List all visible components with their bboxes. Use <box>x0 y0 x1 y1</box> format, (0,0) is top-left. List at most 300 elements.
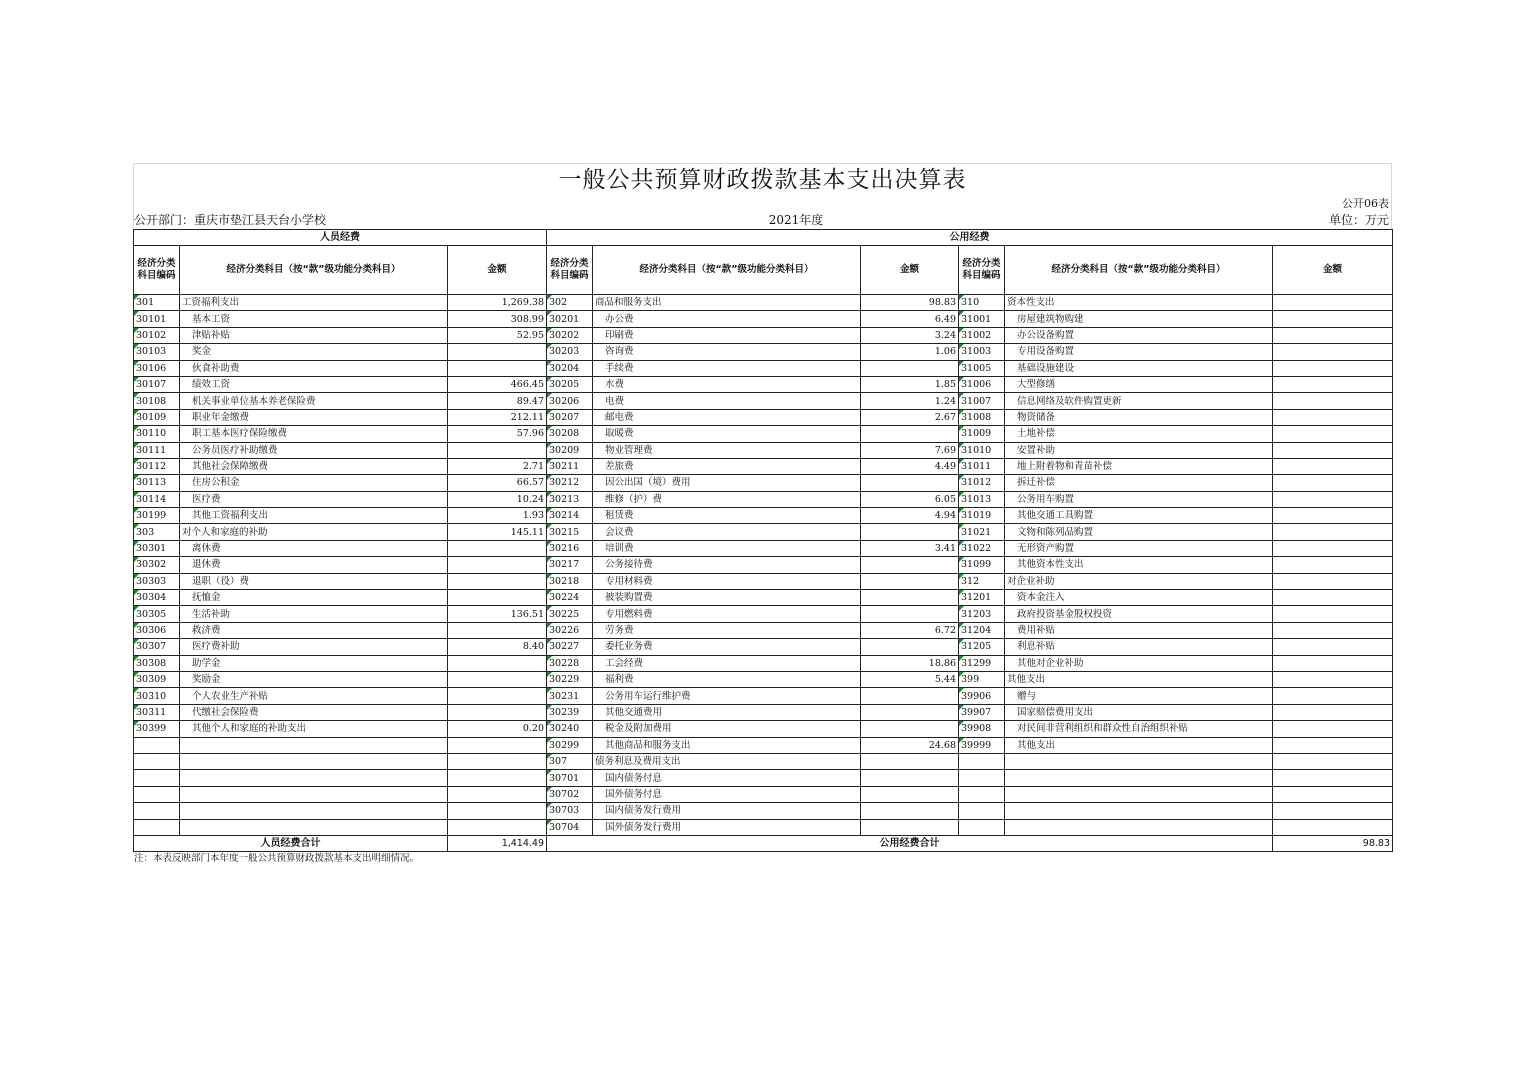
group-header-row <box>134 230 1393 246</box>
item-name: 手续费 <box>593 360 861 376</box>
item-name: 生活补助 <box>180 606 448 622</box>
item-amount: 3.24 <box>861 327 959 343</box>
item-code: 31007 <box>959 393 1005 409</box>
item-amount: 136.51 <box>448 606 547 622</box>
item-name: 地上附着物和青苗补偿 <box>1005 458 1273 474</box>
item-code: 30311 <box>134 704 180 720</box>
item-code: 30205 <box>547 376 593 392</box>
item-amount: 5.44 <box>861 671 959 687</box>
item-code <box>134 819 180 835</box>
public-total-value: 98.83 <box>1273 835 1393 851</box>
item-code: 31003 <box>959 344 1005 360</box>
item-amount: 145.11 <box>448 524 547 540</box>
item-code: 31001 <box>959 311 1005 327</box>
item-code: 30702 <box>547 786 593 802</box>
item-code: 30227 <box>547 639 593 655</box>
personnel-total-label: 人员经费合计 <box>134 835 448 851</box>
table-row <box>134 426 1393 442</box>
table-row <box>134 458 1393 474</box>
item-name: 基本工资 <box>180 311 448 327</box>
item-code: 30216 <box>547 540 593 556</box>
item-amount: 6.72 <box>861 622 959 638</box>
item-code: 30201 <box>547 311 593 327</box>
item-name: 抚恤金 <box>180 590 448 606</box>
table-row <box>134 606 1393 622</box>
item-name <box>1005 803 1273 819</box>
table-row <box>134 393 1393 409</box>
item-code: 39999 <box>959 737 1005 753</box>
item-amount <box>1273 606 1393 622</box>
item-amount <box>448 688 547 704</box>
header-name: 经济分类科目（按“款”级功能分类科目） <box>593 246 861 295</box>
item-name: 福利费 <box>593 671 861 687</box>
item-name: 资本金注入 <box>1005 590 1273 606</box>
item-code <box>134 786 180 802</box>
item-code: 30204 <box>547 360 593 376</box>
item-name: 赠与 <box>1005 688 1273 704</box>
header-amount: 金额 <box>1273 246 1393 295</box>
item-amount <box>1273 786 1393 802</box>
item-amount: 24.68 <box>861 737 959 753</box>
item-name: 利息补贴 <box>1005 639 1273 655</box>
item-code: 30101 <box>134 311 180 327</box>
item-code: 31204 <box>959 622 1005 638</box>
table-row <box>134 475 1393 491</box>
item-name: 印刷费 <box>593 327 861 343</box>
item-name: 税金及附加费用 <box>593 721 861 737</box>
item-name: 资本性支出 <box>1005 295 1273 311</box>
item-name: 租赁费 <box>593 508 861 524</box>
item-code: 30310 <box>134 688 180 704</box>
item-code: 30399 <box>134 721 180 737</box>
item-amount <box>1273 409 1393 425</box>
item-amount <box>448 786 547 802</box>
item-amount <box>1273 639 1393 655</box>
item-code: 30112 <box>134 458 180 474</box>
item-name <box>1005 753 1273 769</box>
item-name: 公务用车运行维护费 <box>593 688 861 704</box>
item-amount: 6.49 <box>861 311 959 327</box>
item-code: 30108 <box>134 393 180 409</box>
item-amount <box>861 704 959 720</box>
table-row <box>134 409 1393 425</box>
item-amount <box>861 688 959 704</box>
item-name: 公务接待费 <box>593 557 861 573</box>
item-amount: 10.24 <box>448 491 547 507</box>
item-amount <box>861 557 959 573</box>
item-code <box>959 770 1005 786</box>
item-amount <box>448 442 547 458</box>
item-code: 30303 <box>134 573 180 589</box>
table-row <box>134 557 1393 573</box>
item-code: 30302 <box>134 557 180 573</box>
table-row <box>134 590 1393 606</box>
item-name: 工会经费 <box>593 655 861 671</box>
item-code: 30109 <box>134 409 180 425</box>
item-code: 30306 <box>134 622 180 638</box>
item-name: 会议费 <box>593 524 861 540</box>
table-row <box>134 360 1393 376</box>
totals-row <box>134 835 1393 851</box>
item-amount <box>1273 360 1393 376</box>
item-name: 信息网络及软件购置更新 <box>1005 393 1273 409</box>
item-name: 无形资产购置 <box>1005 540 1273 556</box>
item-name: 劳务费 <box>593 622 861 638</box>
item-name: 职业年金缴费 <box>180 409 448 425</box>
item-name: 办公费 <box>593 311 861 327</box>
item-amount: 6.05 <box>861 491 959 507</box>
item-name <box>1005 786 1273 802</box>
item-amount: 1.06 <box>861 344 959 360</box>
table-row <box>134 327 1393 343</box>
table-row <box>134 376 1393 392</box>
budget-sheet <box>133 163 1392 866</box>
item-name: 土地补偿 <box>1005 426 1273 442</box>
year-label: 2021年度 <box>768 213 824 227</box>
item-name <box>180 753 448 769</box>
item-amount <box>861 770 959 786</box>
item-amount <box>861 426 959 442</box>
item-amount: 1.93 <box>448 508 547 524</box>
table-row <box>134 753 1393 769</box>
item-name: 债务利息及费用支出 <box>593 753 861 769</box>
item-name: 救济费 <box>180 622 448 638</box>
item-amount <box>1273 770 1393 786</box>
item-amount: 212.11 <box>448 409 547 425</box>
item-name: 被装购置费 <box>593 590 861 606</box>
item-code: 39906 <box>959 688 1005 704</box>
form-number: 公开06表 <box>1342 197 1389 210</box>
item-code: 30107 <box>134 376 180 392</box>
item-amount: 89.47 <box>448 393 547 409</box>
item-code: 31099 <box>959 557 1005 573</box>
item-amount: 1.85 <box>861 376 959 392</box>
item-amount: 1,269.38 <box>448 295 547 311</box>
item-name: 电费 <box>593 393 861 409</box>
item-code <box>959 753 1005 769</box>
item-code: 30102 <box>134 327 180 343</box>
item-amount <box>861 360 959 376</box>
expenditure-table <box>133 229 1393 852</box>
item-code: 31011 <box>959 458 1005 474</box>
item-name: 专用燃料费 <box>593 606 861 622</box>
item-name <box>180 819 448 835</box>
item-amount <box>861 606 959 622</box>
item-amount <box>448 573 547 589</box>
item-amount <box>1273 721 1393 737</box>
item-amount: 4.94 <box>861 508 959 524</box>
item-amount <box>861 639 959 655</box>
item-code: 30704 <box>547 819 593 835</box>
item-code <box>134 737 180 753</box>
item-code: 30206 <box>547 393 593 409</box>
item-amount <box>1273 376 1393 392</box>
item-name: 退职（役）费 <box>180 573 448 589</box>
table-row <box>134 688 1393 704</box>
item-code: 30224 <box>547 590 593 606</box>
table-row <box>134 819 1393 835</box>
item-name: 商品和服务支出 <box>593 295 861 311</box>
item-code: 399 <box>959 671 1005 687</box>
item-code: 30226 <box>547 622 593 638</box>
item-name: 培训费 <box>593 540 861 556</box>
item-name: 津贴补贴 <box>180 327 448 343</box>
item-name: 其他对企业补助 <box>1005 655 1273 671</box>
item-name: 邮电费 <box>593 409 861 425</box>
item-code: 30110 <box>134 426 180 442</box>
item-code: 30703 <box>547 803 593 819</box>
item-name: 个人农业生产补贴 <box>180 688 448 704</box>
table-row <box>134 704 1393 720</box>
item-name: 机关事业单位基本养老保险费 <box>180 393 448 409</box>
item-amount <box>1273 590 1393 606</box>
item-code: 31019 <box>959 508 1005 524</box>
item-name <box>1005 770 1273 786</box>
header-name: 经济分类科目（按“款”级功能分类科目） <box>1005 246 1273 295</box>
item-amount <box>448 540 547 556</box>
item-code <box>959 803 1005 819</box>
item-code: 30301 <box>134 540 180 556</box>
item-amount <box>1273 737 1393 753</box>
item-code: 312 <box>959 573 1005 589</box>
item-name: 其他社会保障缴费 <box>180 458 448 474</box>
item-code: 31009 <box>959 426 1005 442</box>
item-amount <box>1273 540 1393 556</box>
item-amount <box>861 786 959 802</box>
item-amount <box>1273 327 1393 343</box>
unit-label: 单位：万元 <box>1329 213 1390 227</box>
item-name: 奖金 <box>180 344 448 360</box>
item-name: 办公设备购置 <box>1005 327 1273 343</box>
table-row <box>134 344 1393 360</box>
item-amount: 98.83 <box>861 295 959 311</box>
item-name: 伙食补助费 <box>180 360 448 376</box>
item-amount <box>1273 557 1393 573</box>
item-code: 31022 <box>959 540 1005 556</box>
table-row <box>134 540 1393 556</box>
item-code: 30304 <box>134 590 180 606</box>
group-public: 公用经费 <box>547 230 1393 246</box>
item-code: 31021 <box>959 524 1005 540</box>
item-amount <box>448 770 547 786</box>
item-name: 水费 <box>593 376 861 392</box>
item-amount: 0.20 <box>448 721 547 737</box>
item-name: 专用材料费 <box>593 573 861 589</box>
item-code: 30212 <box>547 475 593 491</box>
item-code: 30217 <box>547 557 593 573</box>
item-name: 国内债务发行费用 <box>593 803 861 819</box>
item-name: 其他工资福利支出 <box>180 508 448 524</box>
item-name: 工资福利支出 <box>180 295 448 311</box>
item-code: 30214 <box>547 508 593 524</box>
item-code: 30218 <box>547 573 593 589</box>
item-amount: 2.67 <box>861 409 959 425</box>
item-name: 国家赔偿费用支出 <box>1005 704 1273 720</box>
header-code: 经济分类科目编码 <box>959 246 1005 295</box>
item-name: 住房公积金 <box>180 475 448 491</box>
item-amount: 57.96 <box>448 426 547 442</box>
table-row <box>134 491 1393 507</box>
item-code: 301 <box>134 295 180 311</box>
item-name: 房屋建筑物购建 <box>1005 311 1273 327</box>
item-code: 30229 <box>547 671 593 687</box>
item-amount <box>1273 508 1393 524</box>
department-label: 公开部门：重庆市垫江县天台小学校 <box>134 213 327 227</box>
item-code: 30199 <box>134 508 180 524</box>
item-code: 31201 <box>959 590 1005 606</box>
item-amount <box>448 360 547 376</box>
item-name <box>180 737 448 753</box>
table-row <box>134 295 1393 311</box>
item-amount <box>448 803 547 819</box>
item-code: 30203 <box>547 344 593 360</box>
item-amount <box>1273 475 1393 491</box>
item-amount <box>448 671 547 687</box>
item-code: 30701 <box>547 770 593 786</box>
item-name: 国内债务付息 <box>593 770 861 786</box>
item-name: 对企业补助 <box>1005 573 1273 589</box>
form-number-row <box>133 196 1392 212</box>
item-name: 其他资本性支出 <box>1005 557 1273 573</box>
item-amount: 52.95 <box>448 327 547 343</box>
item-amount <box>448 622 547 638</box>
item-name <box>180 786 448 802</box>
public-total-label: 公用经费合计 <box>547 835 1273 851</box>
item-amount <box>1273 442 1393 458</box>
item-code: 30213 <box>547 491 593 507</box>
table-body <box>134 295 1393 836</box>
item-amount: 3.41 <box>861 540 959 556</box>
item-code: 31006 <box>959 376 1005 392</box>
item-name: 医疗费补助 <box>180 639 448 655</box>
item-code: 31203 <box>959 606 1005 622</box>
item-code: 30103 <box>134 344 180 360</box>
table-row <box>134 786 1393 802</box>
table-note: 注：本表反映部门本年度一般公共预算财政拨款基本支出明细情况。 <box>134 852 420 864</box>
item-code: 30228 <box>547 655 593 671</box>
item-name: 政府投资基金股权投资 <box>1005 606 1273 622</box>
item-code: 31002 <box>959 327 1005 343</box>
item-code: 31299 <box>959 655 1005 671</box>
item-name: 因公出国（境）费用 <box>593 475 861 491</box>
table-row <box>134 737 1393 753</box>
item-code <box>134 753 180 769</box>
item-amount: 7.69 <box>861 442 959 458</box>
item-amount <box>448 655 547 671</box>
personnel-total-value: 1,414.49 <box>448 835 547 851</box>
item-name: 物资储备 <box>1005 409 1273 425</box>
header-code: 经济分类科目编码 <box>134 246 180 295</box>
item-amount <box>861 475 959 491</box>
item-name: 基础设施建设 <box>1005 360 1273 376</box>
item-code: 31012 <box>959 475 1005 491</box>
table-row <box>134 622 1393 638</box>
item-name: 其他商品和服务支出 <box>593 737 861 753</box>
item-amount <box>448 819 547 835</box>
item-amount <box>1273 671 1393 687</box>
item-name: 奖励金 <box>180 671 448 687</box>
item-name: 绩效工资 <box>180 376 448 392</box>
item-amount <box>861 721 959 737</box>
item-code: 30207 <box>547 409 593 425</box>
item-code: 30113 <box>134 475 180 491</box>
group-personnel: 人员经费 <box>134 230 547 246</box>
page-title: 一般公共预算财政拨款基本支出决算表 <box>133 163 1392 196</box>
item-code: 30309 <box>134 671 180 687</box>
item-code: 39907 <box>959 704 1005 720</box>
item-amount: 4.49 <box>861 458 959 474</box>
item-name: 职工基本医疗保险缴费 <box>180 426 448 442</box>
header-code: 经济分类科目编码 <box>547 246 593 295</box>
item-amount <box>1273 524 1393 540</box>
item-name: 代缴社会保险费 <box>180 704 448 720</box>
item-amount <box>861 524 959 540</box>
table-row <box>134 803 1393 819</box>
item-name: 其他交通费用 <box>593 704 861 720</box>
item-name: 公务员医疗补助缴费 <box>180 442 448 458</box>
item-code: 30305 <box>134 606 180 622</box>
item-amount <box>1273 491 1393 507</box>
item-amount <box>1273 458 1393 474</box>
item-name: 委托业务费 <box>593 639 861 655</box>
item-amount <box>1273 393 1393 409</box>
item-code: 31008 <box>959 409 1005 425</box>
item-code <box>959 819 1005 835</box>
table-row <box>134 770 1393 786</box>
item-name: 国外债务发行费用 <box>593 819 861 835</box>
table-row <box>134 639 1393 655</box>
item-amount <box>448 590 547 606</box>
item-code <box>134 803 180 819</box>
item-name: 助学金 <box>180 655 448 671</box>
item-amount: 8.40 <box>448 639 547 655</box>
item-amount <box>1273 311 1393 327</box>
item-code: 30215 <box>547 524 593 540</box>
item-name: 医疗费 <box>180 491 448 507</box>
item-name: 其他支出 <box>1005 671 1273 687</box>
item-amount <box>1273 573 1393 589</box>
item-amount <box>1273 344 1393 360</box>
item-amount <box>448 557 547 573</box>
item-amount <box>861 819 959 835</box>
table-row <box>134 524 1393 540</box>
item-amount <box>1273 655 1393 671</box>
meta-row <box>133 212 1392 229</box>
item-name <box>180 770 448 786</box>
item-amount <box>1273 622 1393 638</box>
column-header-row <box>134 246 1393 295</box>
item-amount <box>861 573 959 589</box>
item-name: 退休费 <box>180 557 448 573</box>
item-name: 安置补助 <box>1005 442 1273 458</box>
item-code: 30308 <box>134 655 180 671</box>
item-name: 其他交通工具购置 <box>1005 508 1273 524</box>
item-code: 30111 <box>134 442 180 458</box>
item-name: 其他个人和家庭的补助支出 <box>180 721 448 737</box>
item-name: 差旅费 <box>593 458 861 474</box>
item-amount <box>861 803 959 819</box>
item-amount: 66.57 <box>448 475 547 491</box>
item-amount <box>861 753 959 769</box>
item-name: 取暖费 <box>593 426 861 442</box>
item-code: 31005 <box>959 360 1005 376</box>
item-code: 30208 <box>547 426 593 442</box>
item-name: 其他支出 <box>1005 737 1273 753</box>
item-code: 30114 <box>134 491 180 507</box>
table-row <box>134 655 1393 671</box>
table-row <box>134 573 1393 589</box>
item-amount <box>1273 688 1393 704</box>
